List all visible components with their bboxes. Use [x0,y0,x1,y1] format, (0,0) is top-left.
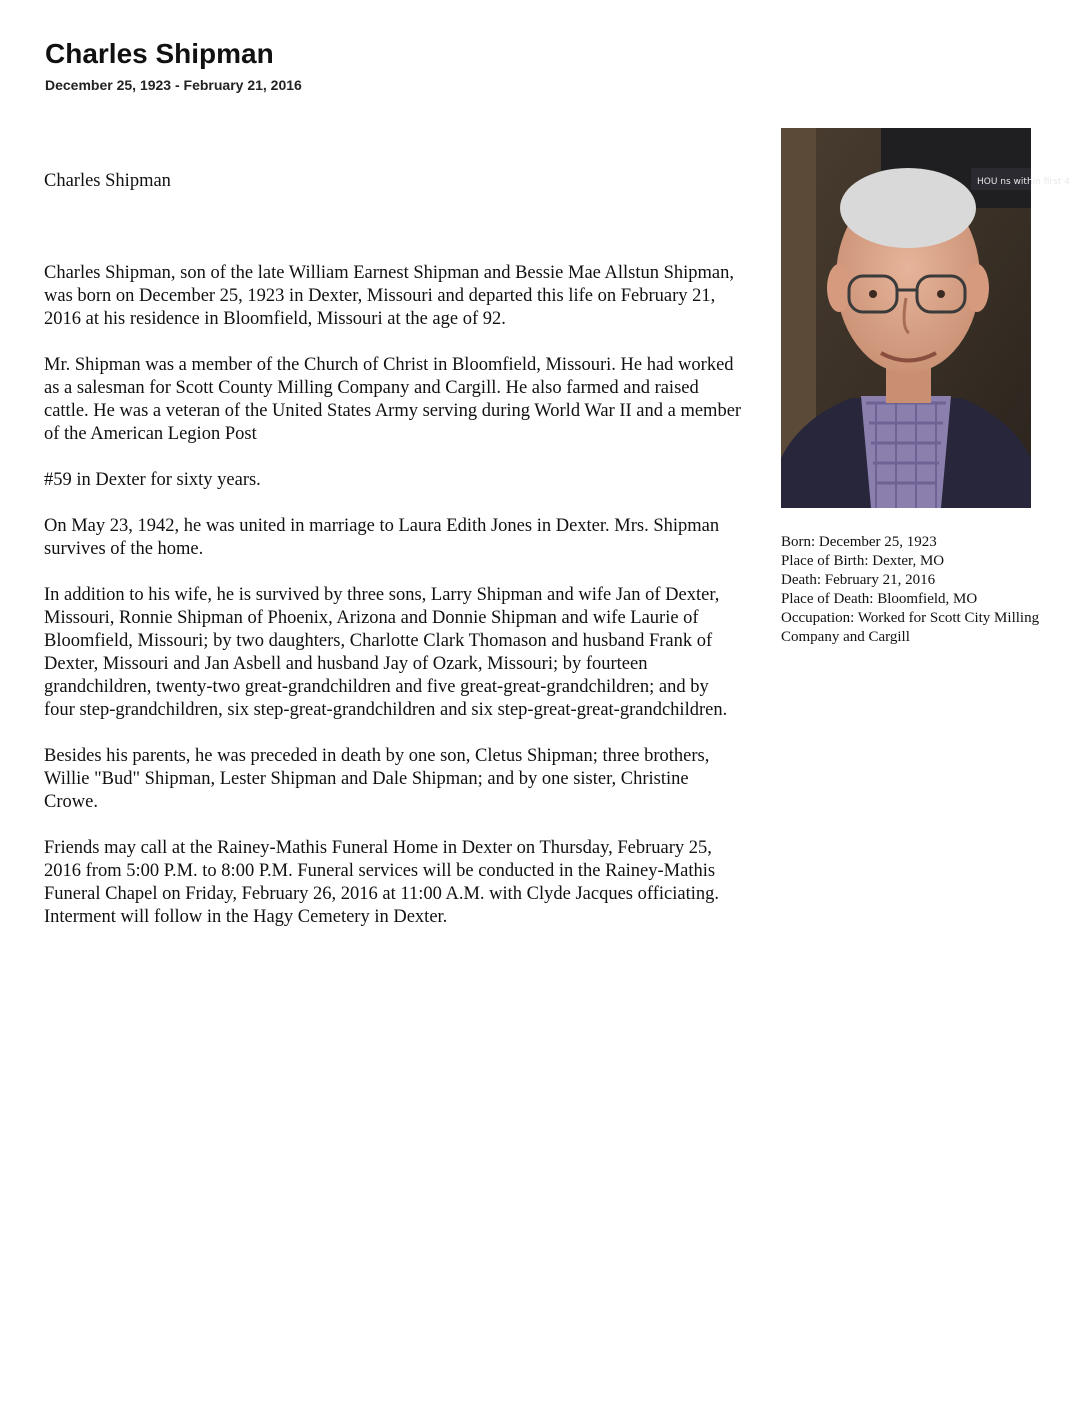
fact-death: Death: February 21, 2016 [781,572,936,588]
paragraph-birth: Charles Shipman, son of the late William Earnest Shipman and Bessie Mae Allstun Shipman, was born on December 25, 1923 in Dexter, Missouri and departed this life on February 21, 2016 at his residence in Bloomfield, Missouri at the age of 92. [44,263,735,329]
screen-text: HOU ns within first 4 [977,177,1070,187]
paragraph-marriage: On May 23, 1942, he was united in marriage to Laura Edith Jones in Dexter. Mrs. Shipman survives of the home. [44,516,720,559]
portrait-image [781,128,1070,508]
paragraph-legion: #59 in Dexter for sixty years. [44,470,261,490]
paragraph-career: Mr. Shipman was a member of the Church of Christ in Bloomfield, Missouri. He had worked as a salesman for Scott County Milling Company and Cargill. He also farmed and raised cattle. He was a veteran of the United States Army serving during World War II and a member of the American Legion Post [44,355,742,444]
fact-deathplace: Place of Death: Bloomfield, MO [781,591,978,607]
body-heading: Charles Shipman [44,171,171,191]
fact-occupation: Occupation: Worked for Scott City Milling Company and Cargill [781,610,1040,645]
paragraph-survivors: In addition to his wife, he is survived by three sons, Larry Shipman and wife Jan of Dexter, Missouri, Ronnie Shipman of Phoenix, Arizona and Donnie Shipman and wife Laurie of Bloomfield, Missouri; by two daughters, Charlotte Clark Thomason and husband Frank of Dexter, Missouri and Jan Asbell and husband Jay of Ozark, Missouri; by fourteen grandchildren, twenty-two great-grandchildren and five great-great-grandchildren; and by four step-grandchildren, six step-great-grandchildren and six step-great-great-grandchildren. [44,585,728,720]
obituary-header [45,38,302,94]
obituary-body [44,170,744,952]
fact-born: Born: December 25, 1923 [781,534,937,550]
life-dates: December 25, 1923 - February 21, 2016 [45,77,302,93]
facts-panel [781,533,1041,647]
paragraph-preceded: Besides his parents, he was preceded in death by one son, Cletus Shipman; three brothers, Willie "Bud" Shipman, Lester Shipman and Dale Shipman; and by one sister, Christine Crowe. [44,746,710,812]
paragraph-services: Friends may call at the Rainey-Mathis Funeral Home in Dexter on Thursday, February 25, 2016 from 5:00 P.M. to 8:00 P.M. Funeral services will be conducted in the Rainey-Mathis Funeral Chapel on Friday, February 26, 2016 at 11:00 A.M. with Clyde Jacques officiating. Interment will follow in the Hagy Cemetery in Dexter. [44,838,719,927]
portrait-photo [781,128,1070,508]
person-name: Charles Shipman [45,38,274,69]
fact-birthplace: Place of Birth: Dexter, MO [781,553,945,569]
